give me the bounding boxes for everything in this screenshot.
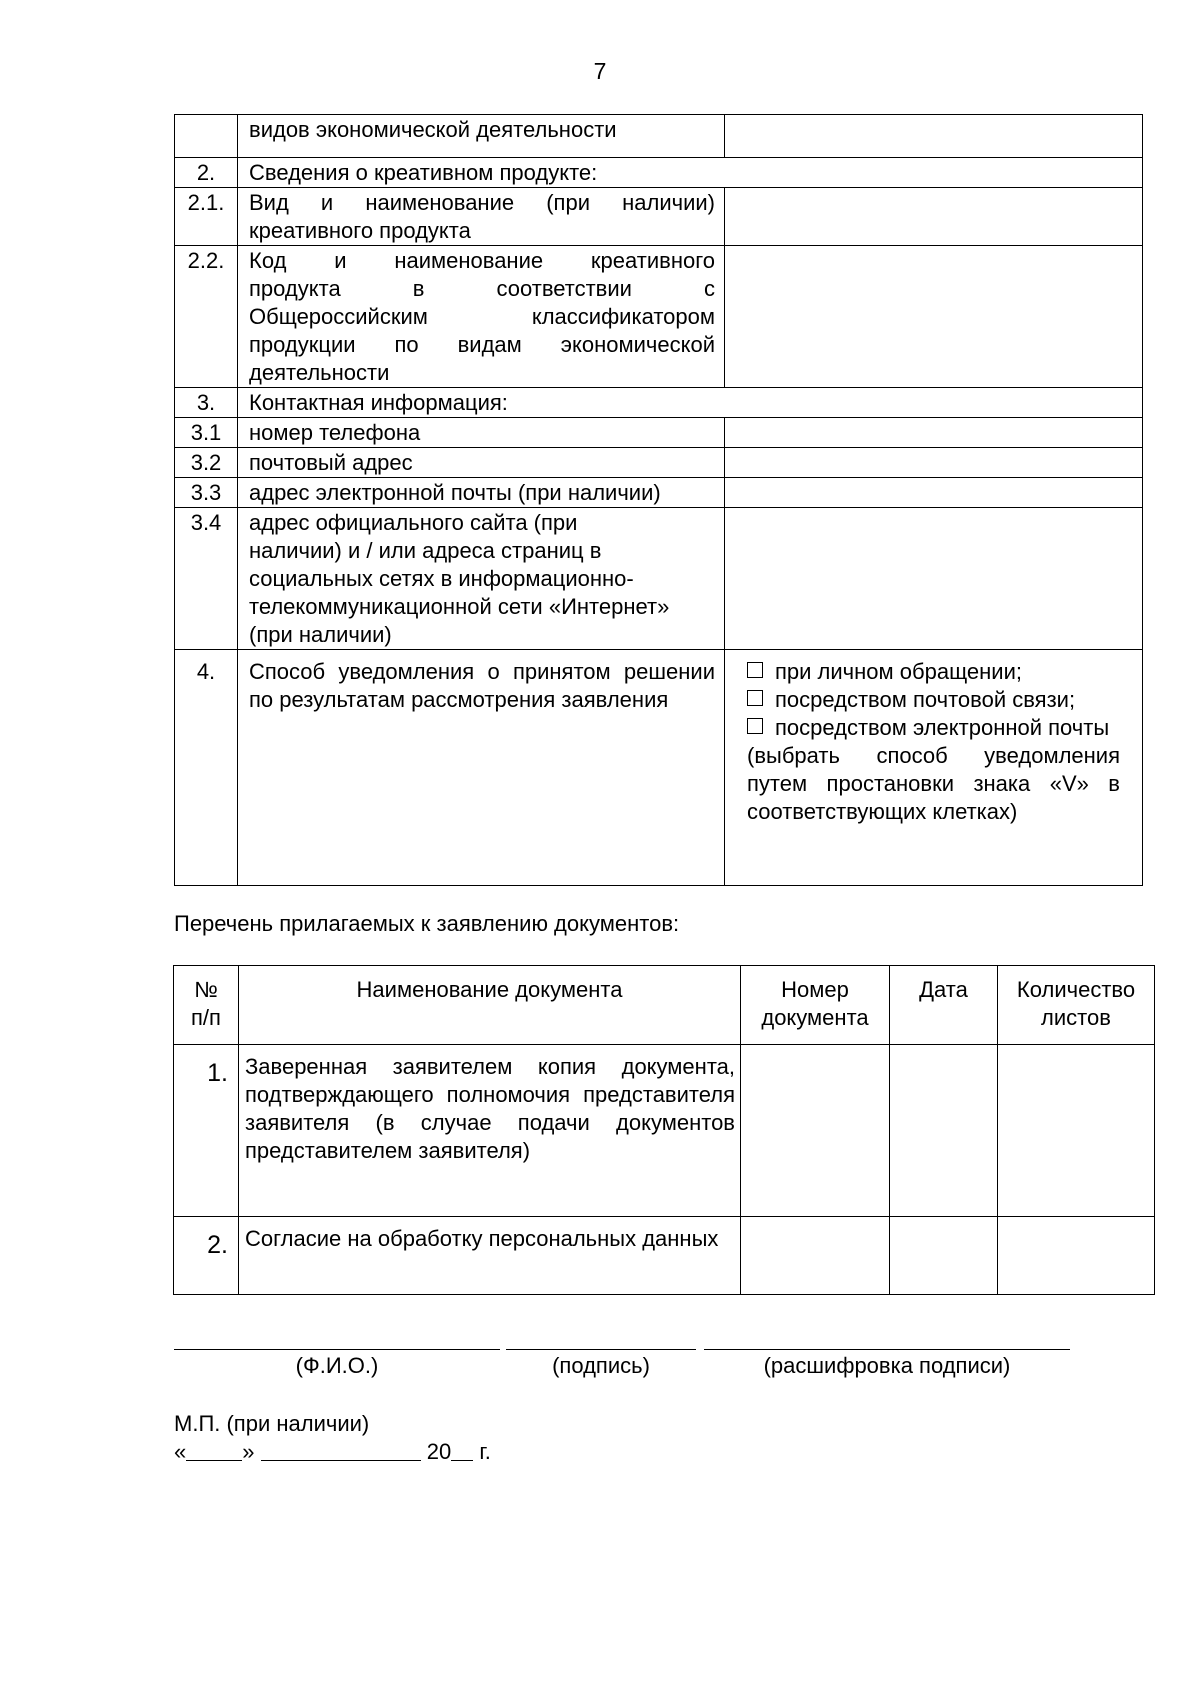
option-label: посредством почтовой связи;: [775, 687, 1076, 712]
row-label: почтовый адрес: [238, 448, 725, 478]
row-number: 3.: [175, 388, 238, 418]
documents-table: [173, 965, 1155, 1295]
fio-signature-line[interactable]: [174, 1349, 500, 1350]
option-label: посредством электронной почты: [775, 715, 1110, 740]
label-line: креативного продукта: [249, 218, 471, 243]
label-line: Общероссийским классификатором: [249, 304, 715, 329]
value-cell[interactable]: [725, 478, 1143, 508]
option-label: при личном обращении;: [775, 659, 1022, 684]
row-number: 3.2: [175, 448, 238, 478]
signature-line[interactable]: [506, 1349, 696, 1350]
doc-number: 2.: [174, 1217, 239, 1295]
table-row: [175, 478, 1143, 508]
option-in-person[interactable]: [747, 658, 1120, 686]
value-cell[interactable]: [725, 508, 1143, 650]
row-label: номер телефона: [238, 418, 725, 448]
row-number: 3.1: [175, 418, 238, 448]
label-line: социальных сетях в информационно-: [249, 566, 634, 591]
label-line: продукта в соответствии с: [249, 276, 715, 301]
row-label: Способ уведомления о принятом решении по результатам рассмотрения заявления: [238, 650, 725, 886]
row-number: 2.1.: [175, 188, 238, 246]
doc-sheets-cell[interactable]: [998, 1217, 1155, 1295]
value-cell[interactable]: [725, 448, 1143, 478]
table-row: [174, 1045, 1155, 1217]
doc-name: Заверенная заявителем копия документа, подтверждающего полномочия представителя заявителя (в случае подачи документов представителем заявителя): [239, 1045, 741, 1217]
close-quote: »: [242, 1439, 255, 1464]
value-cell[interactable]: [725, 188, 1143, 246]
option-post[interactable]: [747, 686, 1120, 714]
row-number: 3.4: [175, 508, 238, 650]
row-label: [238, 246, 725, 388]
header-number: № п/п: [174, 966, 239, 1045]
doc-number-cell[interactable]: [741, 1045, 890, 1217]
label-line: адрес официального сайта (при: [249, 510, 578, 535]
year-blank[interactable]: [451, 1440, 473, 1461]
table-row: [174, 1217, 1155, 1295]
row-number: [175, 115, 238, 158]
option-email[interactable]: [747, 714, 1120, 742]
label-line: наличии) и / или адреса страниц в: [249, 538, 602, 563]
stamp-place: М.П. (при наличии): [174, 1411, 370, 1436]
notification-options: [725, 650, 1143, 886]
date-line: [174, 1438, 491, 1466]
checkbox[interactable]: [747, 690, 763, 706]
signature-decode-caption: (расшифровка подписи): [763, 1353, 1011, 1378]
value-cell[interactable]: [725, 246, 1143, 388]
table-row: [175, 650, 1143, 886]
option-note: (выбрать способ уведомления путем простановки знака «V» в соответствующих клетках): [747, 743, 1120, 824]
doc-date-cell[interactable]: [890, 1217, 998, 1295]
table-row: [175, 188, 1143, 246]
doc-name: Согласие на обработку персональных данных: [239, 1217, 741, 1295]
label-line: телекоммуникационной сети «Интернет»: [249, 594, 670, 619]
header-doc-number: Номер документа: [741, 966, 890, 1045]
doc-number: 1.: [174, 1045, 239, 1217]
year-prefix: 20: [426, 1439, 452, 1464]
row-number: 2.: [175, 158, 238, 188]
checkbox[interactable]: [747, 662, 763, 678]
label-line: продукции по видам экономической: [249, 332, 715, 357]
table-row: [175, 158, 1143, 188]
year-suffix: г.: [479, 1439, 491, 1464]
month-blank[interactable]: [261, 1440, 421, 1461]
table-header-row: [174, 966, 1155, 1045]
doc-sheets-cell[interactable]: [998, 1045, 1155, 1217]
table-row: [175, 246, 1143, 388]
table-row: [175, 115, 1143, 158]
label-line: (при наличии): [249, 622, 392, 647]
page-number: 7: [593, 58, 607, 84]
header-sheets: Количество листов: [998, 966, 1155, 1045]
row-label: [238, 508, 725, 650]
table-row: [175, 508, 1143, 650]
value-cell[interactable]: [725, 115, 1143, 158]
signature-caption: (подпись): [552, 1353, 650, 1378]
fio-caption: (Ф.И.О.): [295, 1353, 379, 1378]
section-heading: Контактная информация:: [238, 388, 1143, 418]
label-line: деятельности: [249, 360, 390, 385]
row-number: 3.3: [175, 478, 238, 508]
day-blank[interactable]: [186, 1440, 242, 1461]
header-name: Наименование документа: [239, 966, 741, 1045]
doc-number-cell[interactable]: [741, 1217, 890, 1295]
row-number: 4.: [175, 650, 238, 886]
checkbox[interactable]: [747, 718, 763, 734]
application-form-table: [174, 114, 1143, 886]
row-number: 2.2.: [175, 246, 238, 388]
label-line: Код и наименование креативного: [249, 248, 715, 273]
documents-caption: Перечень прилагаемых к заявлению документов:: [174, 911, 680, 936]
label-line: Вид и наименование (при наличии): [249, 190, 715, 215]
signature-decode-line[interactable]: [704, 1349, 1070, 1350]
row-label: адрес электронной почты (при наличии): [238, 478, 725, 508]
open-quote: «: [174, 1439, 187, 1464]
table-row: [175, 388, 1143, 418]
section-heading: Сведения о креативном продукте:: [238, 158, 1143, 188]
row-label: [238, 188, 725, 246]
table-row: [175, 448, 1143, 478]
doc-date-cell[interactable]: [890, 1045, 998, 1217]
row-label: видов экономической деятельности: [238, 115, 725, 158]
header-date: Дата: [890, 966, 998, 1045]
table-row: [175, 418, 1143, 448]
value-cell[interactable]: [725, 418, 1143, 448]
